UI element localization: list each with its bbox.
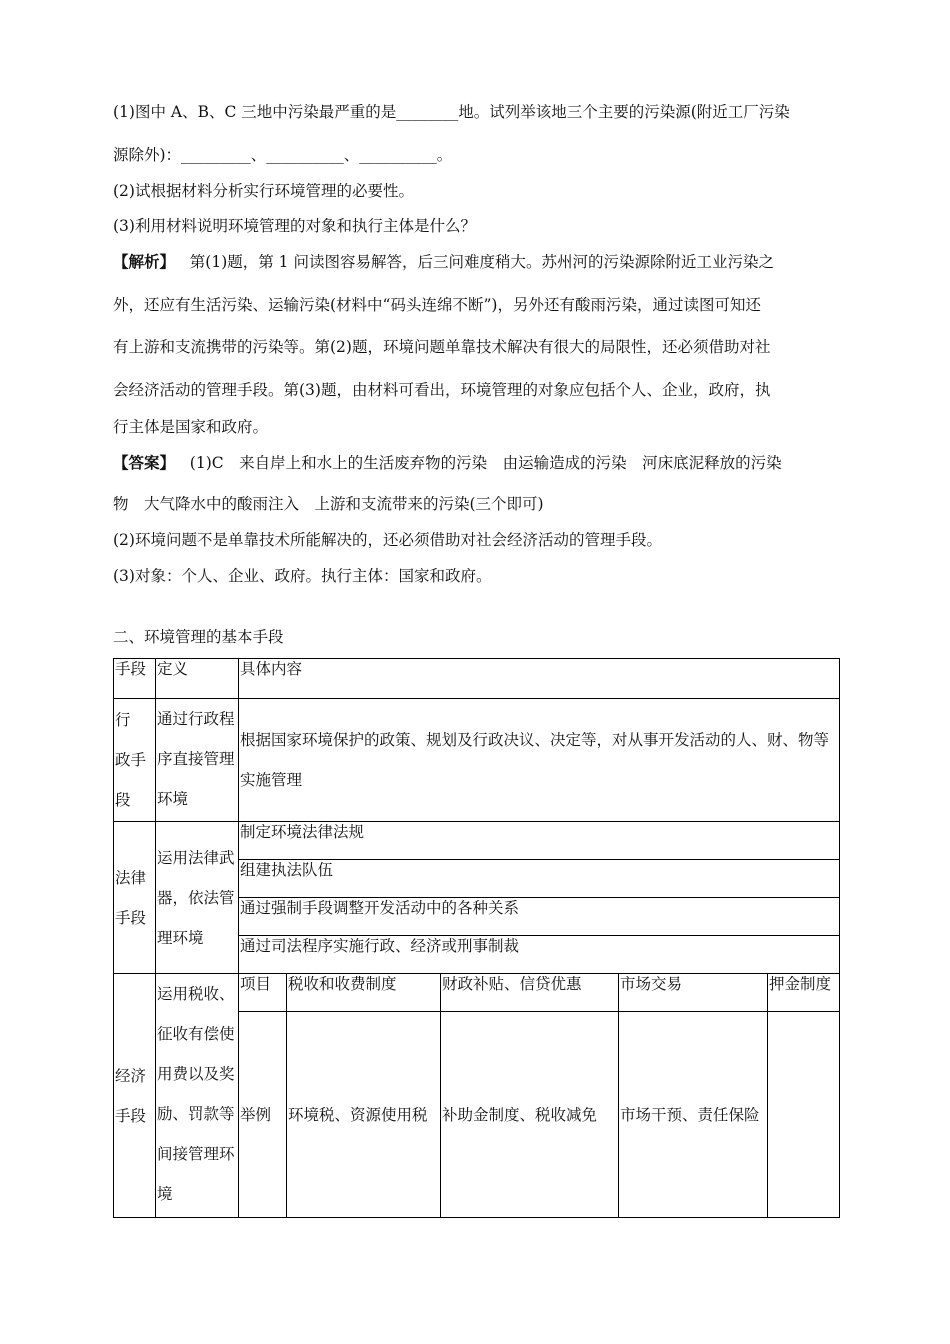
header-definition: 定义 xyxy=(156,659,239,699)
legal-item-4: 通过司法程序实施行政、经济或刑事制裁 xyxy=(239,936,840,974)
economic-name: 经济手段 xyxy=(114,974,156,1218)
table-row-legal-1 xyxy=(114,822,840,860)
answer-tag: 【答案】 xyxy=(113,453,176,472)
question-1-line-1: (1)图中 A、B、C 三地中污染最严重的是________地。试列举该地三个主要的污染源(附近工厂污染 xyxy=(113,103,790,121)
economic-subheader-deposit: 押金制度 xyxy=(768,974,840,1012)
analysis-line-4: 会经济活动的管理手段。第(3)题，由材料可看出，环境管理的对象应包括个人、企业，政府，执 xyxy=(113,381,771,399)
management-means-table xyxy=(113,658,840,1218)
legal-name: 法律手段 xyxy=(114,822,156,974)
legal-definition: 运用法律武器，依法管理环境 xyxy=(156,822,239,974)
economic-subheader-subsidy: 财政补贴、信贷优惠 xyxy=(441,974,619,1012)
analysis-tag: 【解析】 xyxy=(113,252,176,271)
question-1-line-2: 源除外)：_________、__________、__________。 xyxy=(113,146,453,164)
admin-name: 行 政手段 xyxy=(114,699,156,822)
economic-subheader-market: 市场交易 xyxy=(619,974,768,1012)
admin-definition: 通过行政程序直接管理环境 xyxy=(156,699,239,822)
analysis-line-5: 行主体是国家和政府。 xyxy=(113,418,269,436)
economic-example-tax: 环境税、资源使用税 xyxy=(287,1012,441,1218)
economic-subheader-item: 项目 xyxy=(239,974,287,1012)
economic-example-subsidy: 补助金制度、税收减免 xyxy=(441,1012,619,1218)
table-row-admin xyxy=(114,699,840,822)
economic-example-label: 举例 xyxy=(239,1012,287,1218)
answer-line-1 xyxy=(113,453,782,473)
table-header-row xyxy=(114,659,840,699)
answer-text-1: (1)C 来自岸上和水上的生活废弃物的污染 由运输造成的污染 河床底泥释放的污染 xyxy=(189,454,782,472)
legal-item-1: 制定环境法律法规 xyxy=(239,822,840,860)
legal-item-3: 通过强制手段调整开发活动中的各种关系 xyxy=(239,898,840,936)
question-2: (2)试根据材料分析实行环境管理的必要性。 xyxy=(113,182,414,200)
question-3: (3)利用材料说明环境管理的对象和执行主体是什么？ xyxy=(113,217,476,235)
answer-line-4: (3)对象：个人、企业、政府。执行主体：国家和政府。 xyxy=(113,567,492,585)
analysis-line-1 xyxy=(113,252,774,272)
legal-item-2: 组建执法队伍 xyxy=(239,860,840,898)
analysis-line-2: 外，还应有生活污染、运输污染(材料中“码头连绵不断”)，另外还有酸雨污染，通过读图可知还 xyxy=(113,296,761,314)
analysis-line-3: 有上游和支流携带的污染等。第(2)题，环境问题单靠技术解决有很大的局限性，还必须借助对社 xyxy=(113,338,771,356)
table-row-economic-header xyxy=(114,974,840,1012)
economic-example-market: 市场干预、责任保险 xyxy=(619,1012,768,1218)
section-title: 二、环境管理的基本手段 xyxy=(113,628,284,646)
economic-definition: 运用税收、征收有偿使用费以及奖励、罚款等间接管理环境 xyxy=(156,974,239,1218)
analysis-text-1: 第(1)题，第 1 问读图容易解答，后三问难度稍大。苏州河的污染源除附近工业污染之 xyxy=(189,253,774,271)
header-content: 具体内容 xyxy=(239,659,840,699)
header-means: 手段 xyxy=(114,659,156,699)
economic-subheader-tax: 税收和收费制度 xyxy=(287,974,441,1012)
economic-example-deposit xyxy=(768,1012,840,1218)
answer-line-3: (2)环境问题不是单靠技术所能解决的，还必须借助对社会经济活动的管理手段。 xyxy=(113,531,662,549)
answer-line-2: 物 大气降水中的酸雨注入 上游和支流带来的污染(三个即可) xyxy=(113,495,544,513)
admin-content: 根据国家环境保护的政策、规划及行政决议、决定等，对从事开发活动的人、财、物等实施管理 xyxy=(239,699,840,822)
